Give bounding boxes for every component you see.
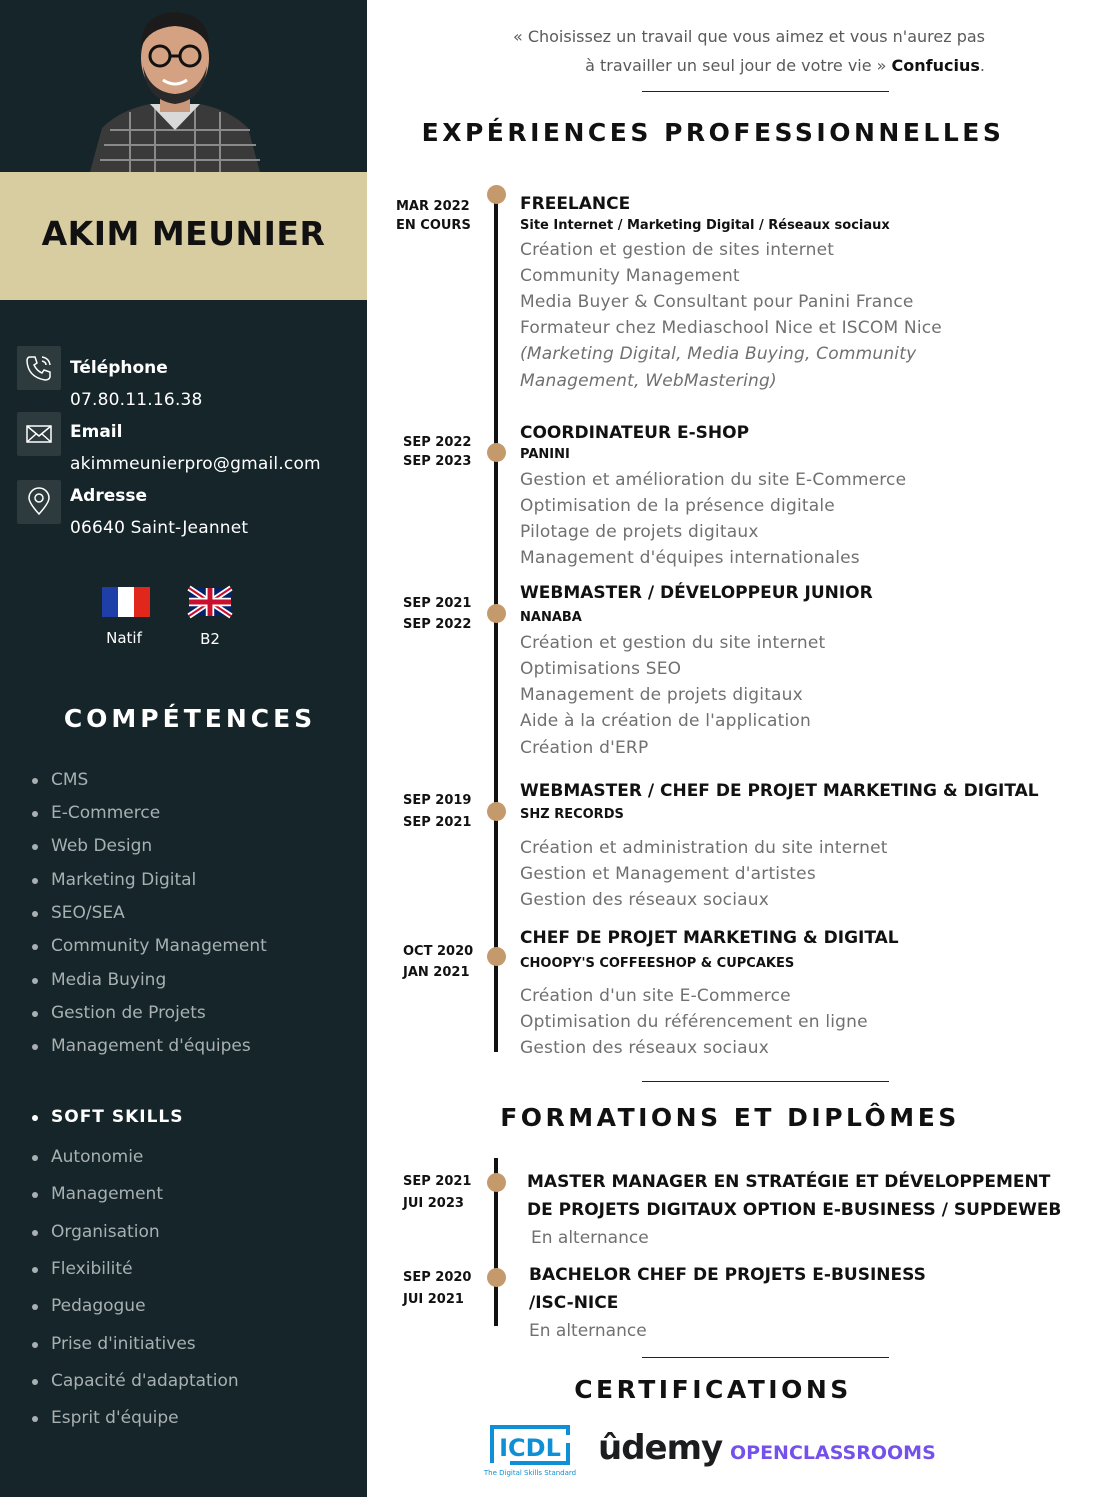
edu-date-start: SEP 2021 — [403, 1174, 472, 1189]
experience-heading: EXPÉRIENCES PROFESSIONNELLES — [421, 118, 1005, 147]
job-task: Management d'équipes internationales — [520, 548, 860, 568]
skills-heading: COMPÉTENCES — [63, 704, 317, 733]
job-task: Création et gestion de sites internet — [520, 240, 835, 260]
language-level-english: B2 — [200, 630, 220, 648]
profile-photo — [80, 0, 270, 172]
job-title: CHEF DE PROJET MARKETING & DIGITAL — [520, 928, 899, 948]
job-company: CHOOPY'S COFFEESHOP & CUPCAKES — [520, 956, 795, 971]
quote-line-1: « Choisissez un travail que vous aimez et vous n'aurez pas — [512, 27, 985, 46]
svg-text:The Digital Skills Standard: The Digital Skills Standard — [483, 1469, 577, 1477]
job-task: Management de projets digitaux — [520, 685, 803, 705]
quote-line-2: à travailler un seul jour de votre vie » Confucius. — [585, 56, 985, 75]
job-task: Media Buyer & Consultant pour Panini France — [520, 292, 914, 312]
timeline-dot — [487, 443, 506, 462]
degree-title: /ISC-NICE — [529, 1293, 619, 1313]
job-date-start: OCT 2020 — [403, 944, 474, 959]
job-company: NANABA — [520, 610, 582, 625]
job-date-end: SEP 2021 — [403, 815, 472, 830]
job-date-end: SEP 2022 — [403, 617, 472, 632]
job-task: Optimisations SEO — [520, 659, 682, 679]
address-label: Adresse — [70, 486, 148, 506]
job-task: Optimisation de la présence digitale — [520, 496, 835, 516]
timeline-dot — [487, 1268, 506, 1287]
edu-date-start: SEP 2020 — [403, 1270, 472, 1285]
openclassrooms-logo: OPENCLASSROOMS — [730, 1442, 936, 1464]
phone-label: Téléphone — [70, 358, 168, 378]
job-task: Création d'un site E-Commerce — [520, 986, 791, 1006]
quote-author: Confucius — [891, 56, 980, 75]
edu-date-end: JUI 2023 — [403, 1196, 464, 1211]
email-value[interactable]: akimmeunierpro@gmail.com — [70, 454, 321, 474]
svg-text:ICDL: ICDL — [499, 1434, 561, 1462]
timeline-dot — [487, 802, 506, 821]
certifications-heading: CERTIFICATIONS — [574, 1375, 852, 1404]
candidate-name: AKIM MEUNIER — [41, 214, 326, 253]
address-value: 06640 Saint-Jeannet — [70, 518, 249, 538]
degree-title: BACHELOR CHEF DE PROJETS E-BUSINESS — [529, 1265, 926, 1285]
job-company: PANINI — [520, 447, 570, 462]
job-title: FREELANCE — [520, 194, 631, 214]
job-task: Aide à la création de l'application — [520, 711, 812, 731]
job-date-start: SEP 2022 — [403, 435, 472, 450]
divider — [642, 91, 889, 92]
degree-title: DE PROJETS DIGITAUX OPTION E-BUSINESS / SUPDEWEB — [527, 1200, 1062, 1220]
job-date-start: SEP 2021 — [403, 596, 472, 611]
job-task: Gestion et amélioration du site E-Commerce — [520, 470, 907, 490]
france-flag-icon — [102, 587, 150, 617]
uk-flag-icon — [189, 587, 237, 617]
divider — [642, 1081, 889, 1082]
job-task: Community Management — [520, 266, 740, 286]
job-task: (Marketing Digital, Media Buying, Community — [520, 344, 917, 364]
degree-title: MASTER MANAGER EN STRATÉGIE ET DÉVELOPPEMENT — [527, 1172, 1051, 1192]
timeline-dot — [487, 185, 506, 204]
timeline-dot — [487, 604, 506, 623]
job-title: WEBMASTER / CHEF DE PROJET MARKETING & DIGITAL — [520, 781, 1039, 801]
quote — [425, 22, 985, 80]
phone-icon — [17, 346, 61, 390]
sidebar: AKIM MEUNIER Téléphone 07.80.11.16.38 Email akimmeunierpro@gmail.com Adresse 06640 Saint-Jeannet Natif B2 COMPÉTENCES CMS E-Commerce Web Design Marketing Digital SEO/SEA Community Management Media Buying Gestion de Projets Management d'équipes SOFT SKILLS Autonomie Management Organisation Flexibilité Pedagogue Prise d'initiatives Capacité d'adaptation Esprit d'équipe — [0, 0, 367, 1497]
job-task: Gestion et Management d'artistes — [520, 864, 816, 884]
job-task: Pilotage de projets digitaux — [520, 522, 759, 542]
language-level-french: Natif — [106, 629, 142, 647]
job-date-end: SEP 2023 — [403, 454, 472, 469]
edu-date-end: JUI 2021 — [403, 1292, 464, 1307]
education-heading: FORMATIONS ET DIPLÔMES — [500, 1103, 960, 1132]
icdl-logo — [483, 1425, 577, 1479]
job-date-end: EN COURS — [396, 218, 471, 233]
job-task: Création d'ERP — [520, 738, 649, 758]
email-label: Email — [70, 422, 123, 442]
email-icon — [17, 412, 61, 456]
degree-mode: En alternance — [529, 1321, 647, 1341]
job-company: Site Internet / Marketing Digital / Réseaux sociaux — [520, 218, 890, 233]
udemy-logo: ûdemy — [598, 1428, 723, 1468]
job-title: WEBMASTER / DÉVELOPPEUR JUNIOR — [520, 583, 873, 603]
job-task: Optimisation du référencement en ligne — [520, 1012, 868, 1032]
name-banner — [0, 172, 367, 300]
job-title: COORDINATEUR E-SHOP — [520, 423, 750, 443]
job-task: Création et administration du site internet — [520, 838, 888, 858]
job-date-end: JAN 2021 — [403, 965, 470, 980]
job-task: Création et gestion du site internet — [520, 633, 826, 653]
timeline-dot — [487, 1173, 506, 1192]
job-task: Formateur chez Mediaschool Nice et ISCOM Nice — [520, 318, 942, 338]
job-date-start: SEP 2019 — [403, 793, 472, 808]
timeline-dot — [487, 947, 506, 966]
job-date-start: MAR 2022 — [396, 199, 470, 214]
job-company: SHZ RECORDS — [520, 807, 624, 822]
job-task: Management, WebMastering) — [520, 371, 777, 391]
phone-value[interactable]: 07.80.11.16.38 — [70, 390, 203, 410]
location-pin-icon — [17, 480, 61, 524]
divider — [642, 1357, 889, 1358]
job-task: Gestion des réseaux sociaux — [520, 1038, 769, 1058]
job-task: Gestion des réseaux sociaux — [520, 890, 769, 910]
degree-mode: En alternance — [531, 1228, 649, 1248]
